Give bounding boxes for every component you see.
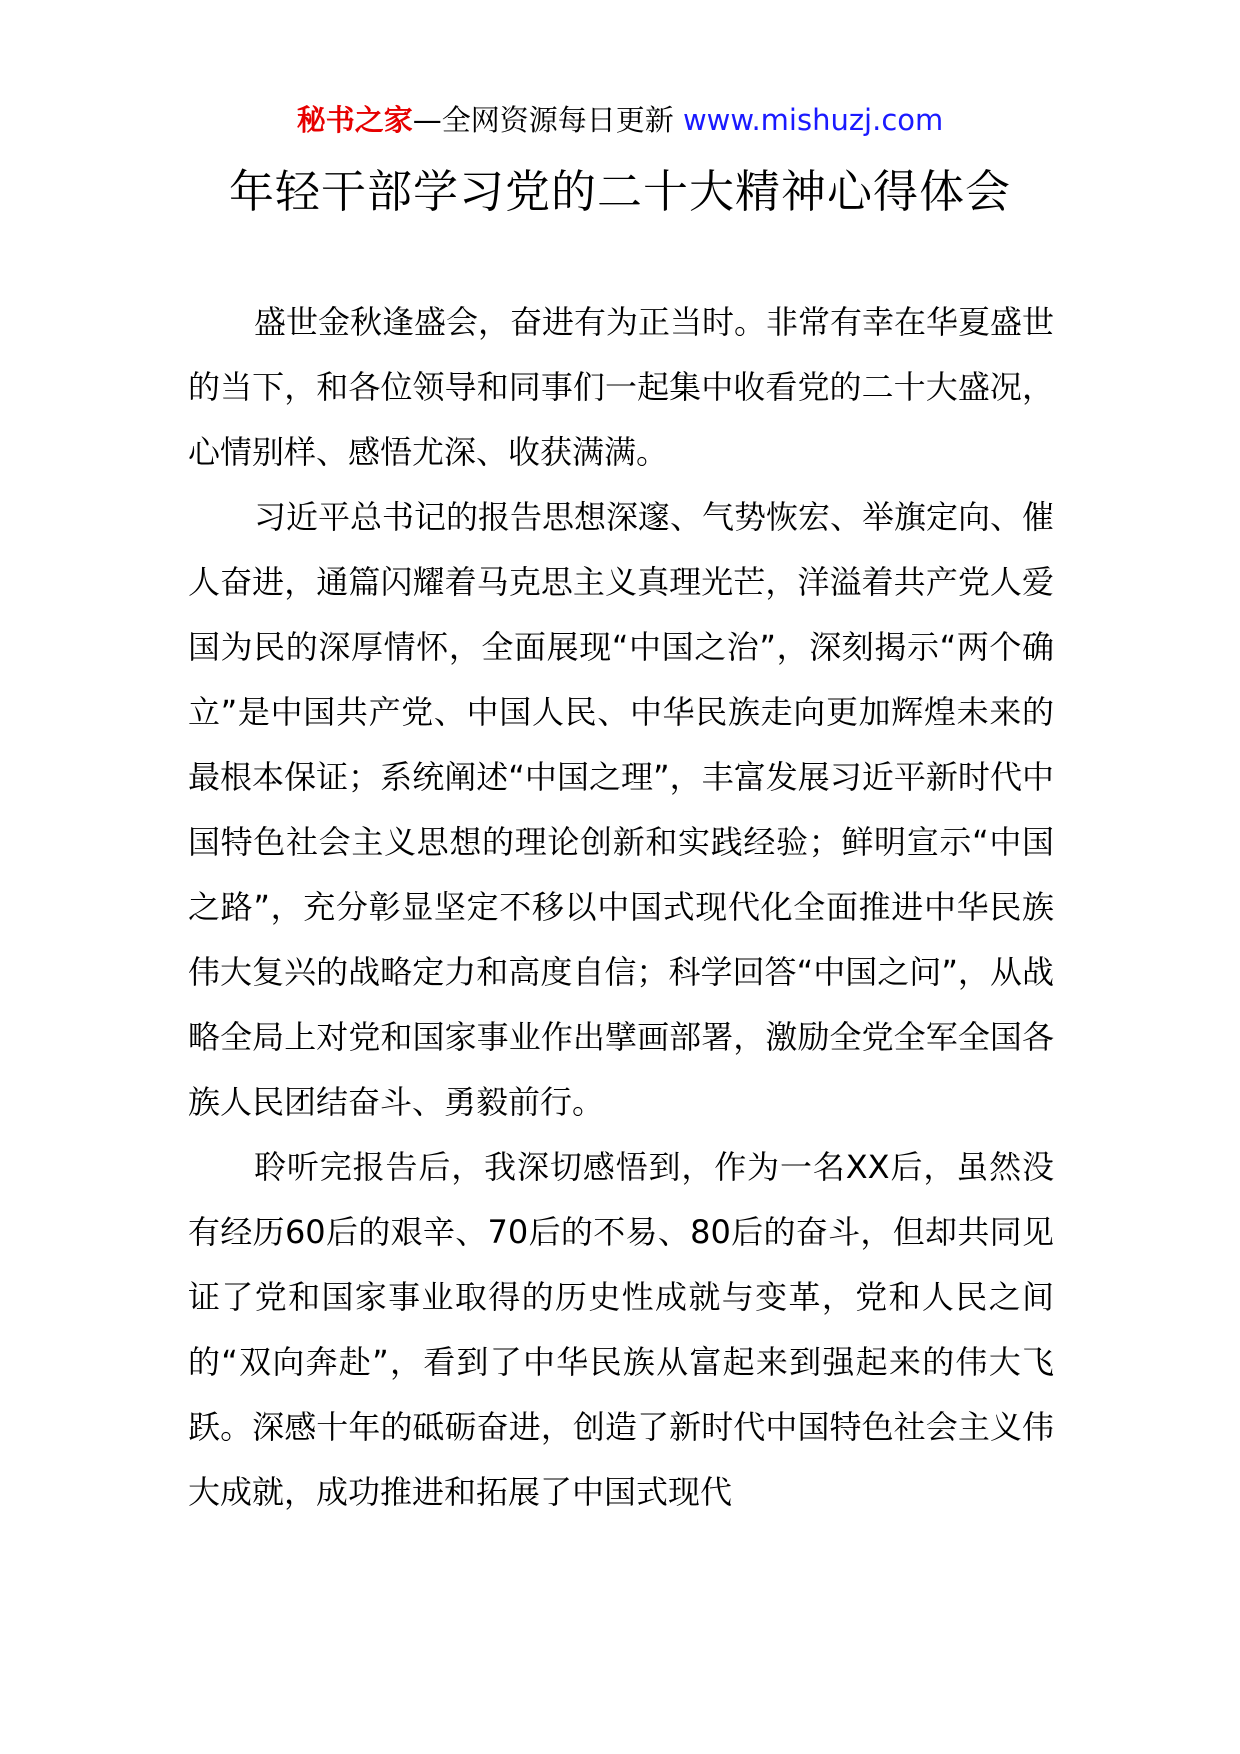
site-header <box>0 100 1240 140</box>
paragraph-1: 盛世金秋逢盛会，奋进有为正当时。非常有幸在华夏盛世的当下，和各位领导和同事们一起集中收看党的二十大盛况，心情别样、感悟尤深、收获满满。 <box>188 303 1055 471</box>
site-tagline: —全网资源每日更新 <box>412 103 674 137</box>
document-body <box>188 290 1054 1525</box>
site-url: www.mishuzj.com <box>682 103 944 137</box>
paragraph-2: 习近平总书记的报告思想深邃、气势恢宏、举旗定向、催人奋进，通篇闪耀着马克思主义真理光芒，洋溢着共产党人爱国为民的深厚情怀，全面展现“中国之治”，深刻揭示“两个确立”是中国共产党、中国人民、中华民族走向更加辉煌未来的最根本保证；系统阐述“中国之理”，丰富发展习近平新时代中国特色社会主义思想的理论创新和实践经验；鲜明宣示“中国之路”，充分彰显坚定不移以中国式现代化全面推进中华民族伟大复兴的战略定力和高度自信；科学回答“中国之问”，从战略全局上对党和国家事业作出擘画部署，激励全党全军全国各族人民团结奋斗、勇毅前行。 <box>188 498 1055 1121</box>
paragraph-3: 聆听完报告后，我深切感悟到，作为一名XX后，虽然没有经历60后的艰辛、70后的不易、80后的奋斗，但却共同见证了党和国家事业取得的历史性成就与变革，党和人民之间的“双向奔赴”，看到了中华民族从富起来到强起来的伟大飞跃。深感十年的砥砺奋进，创造了新时代中国特色社会主义伟大成就，成功推进和拓展了中国式现代 <box>188 1148 1054 1511</box>
document-title: 年轻干部学习党的二十大精神心得体会 <box>228 165 1011 218</box>
brand-name: 秘书之家 <box>296 103 413 137</box>
